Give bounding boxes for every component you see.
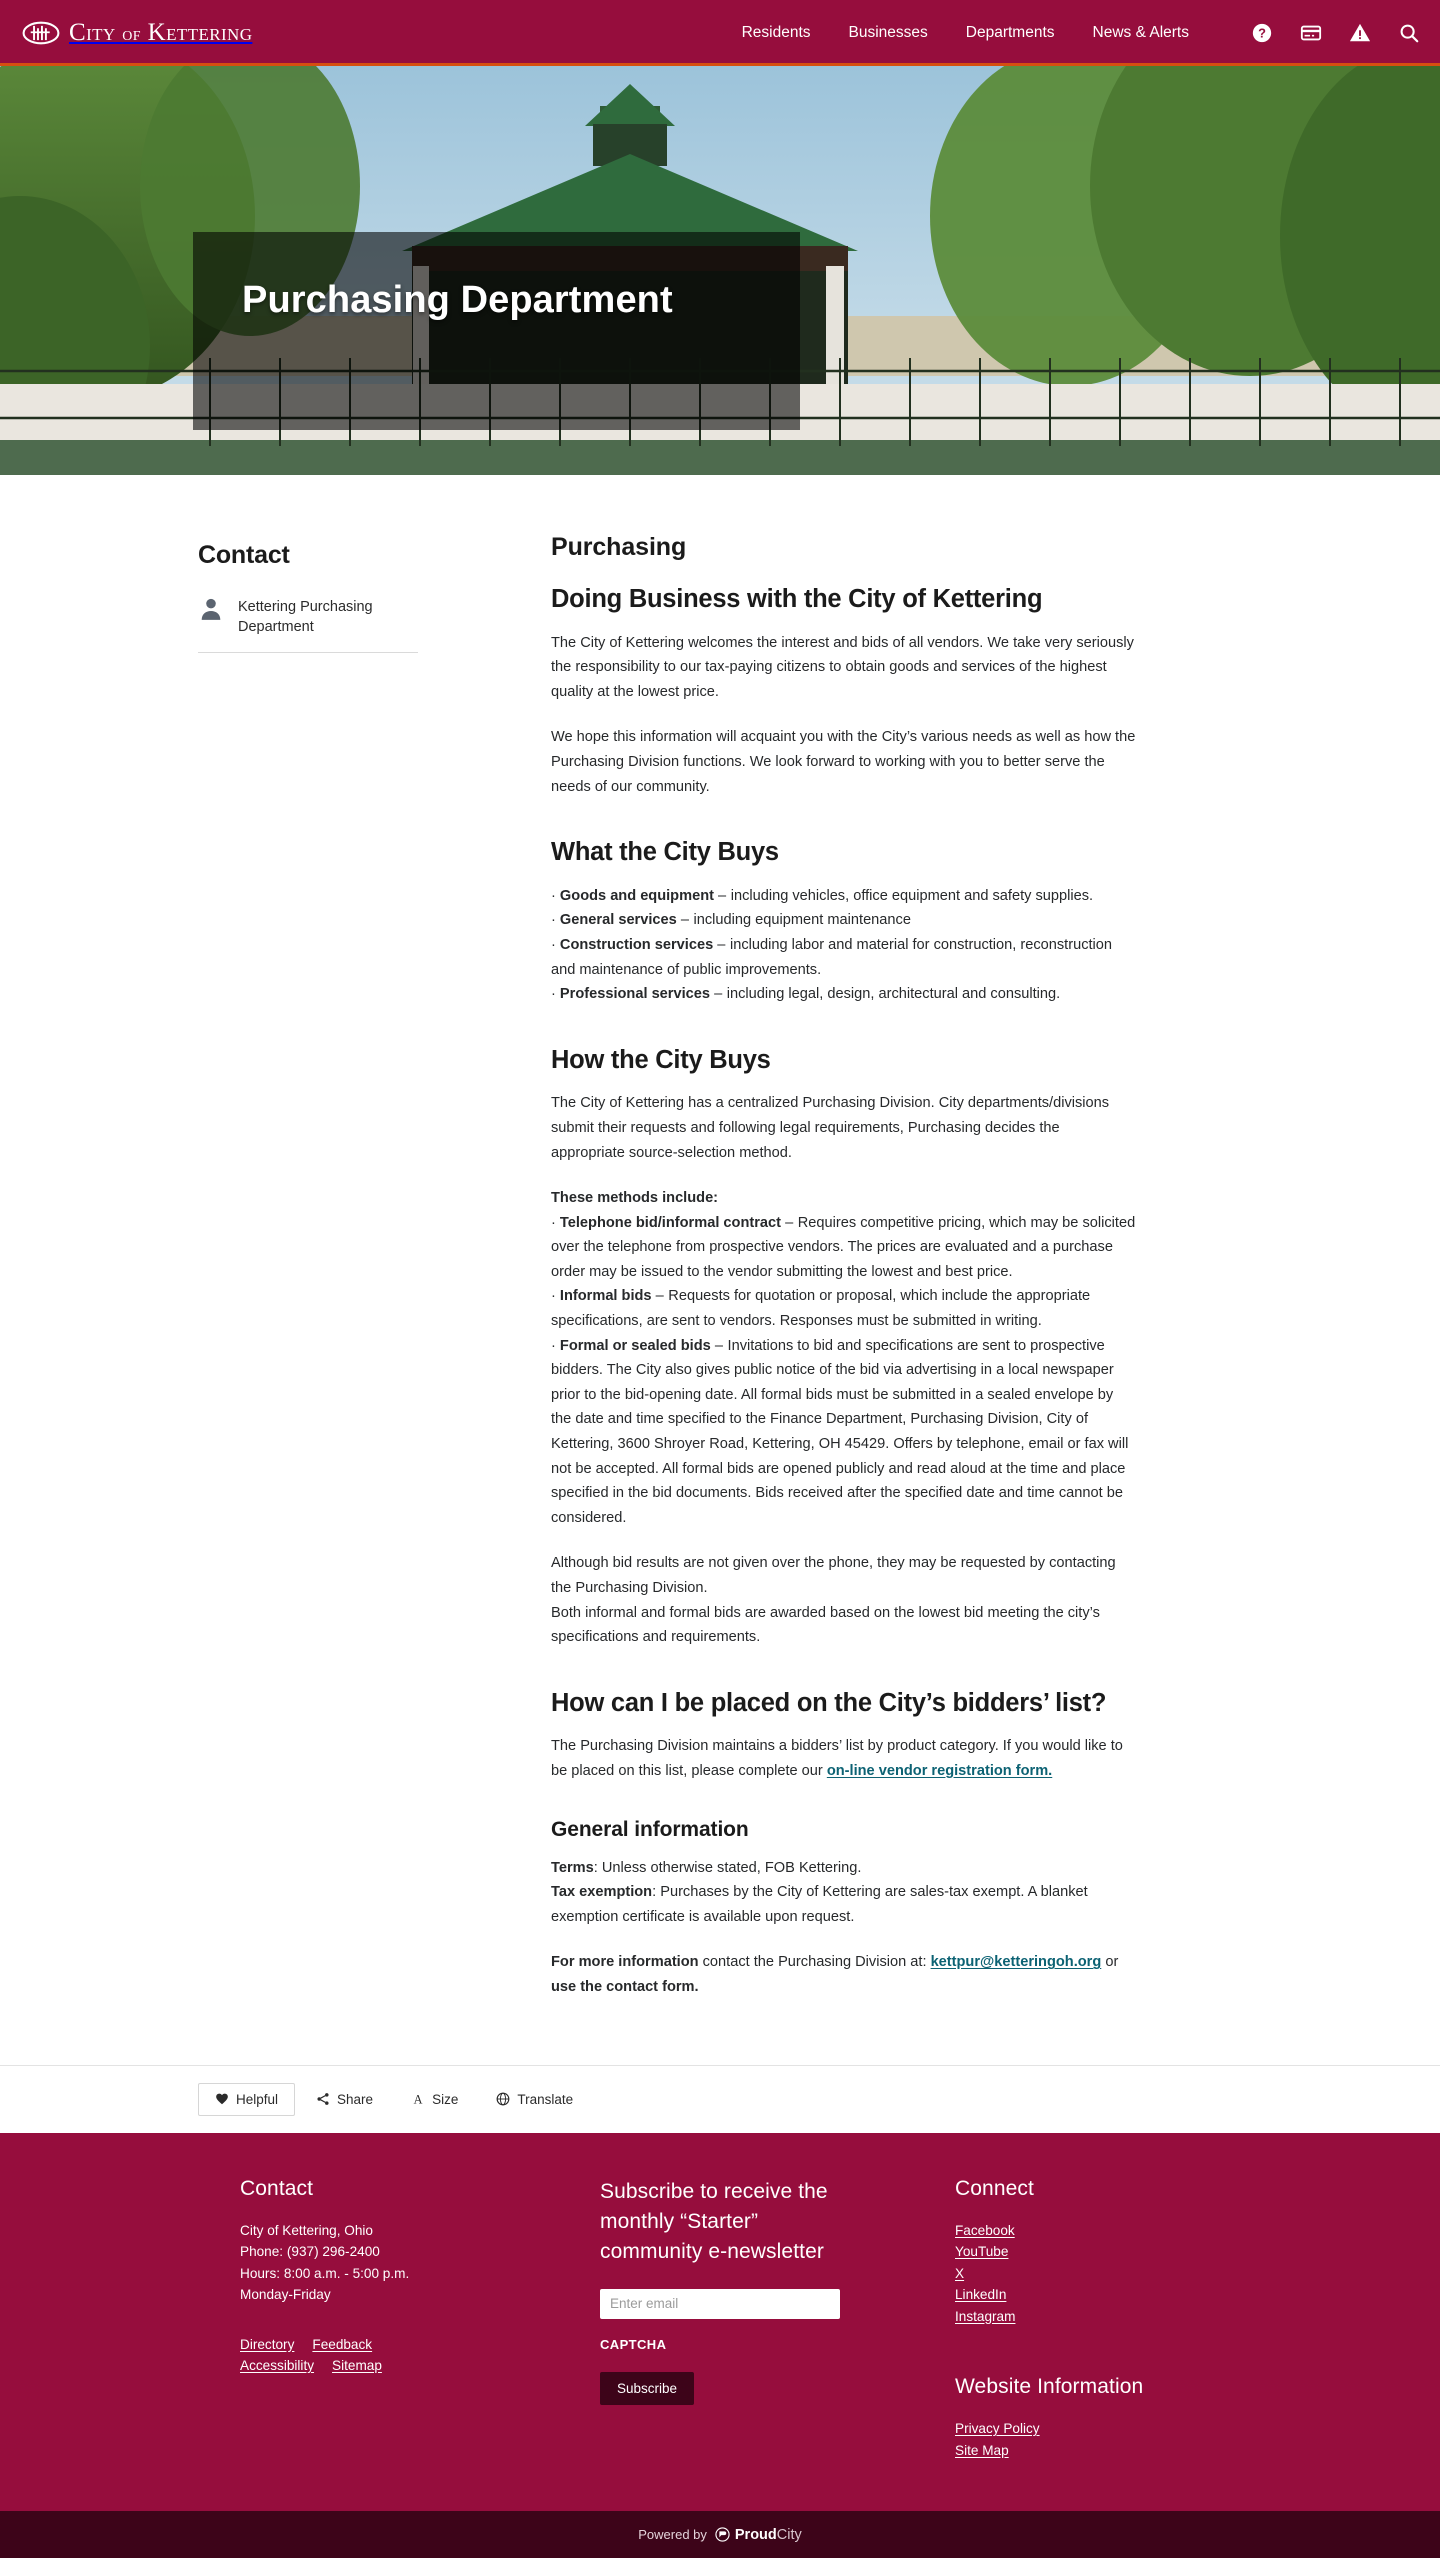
heading-what-city-buys: What the City Buys: [551, 838, 779, 867]
buys-term: Construction services: [559, 936, 714, 953]
site-header: [0, 0, 1440, 66]
translate-label: Translate: [517, 2091, 574, 2107]
heart-icon: [215, 2092, 229, 2106]
footer-contact-line: Hours: 8:00 a.m. - 5:00 p.m.: [240, 2265, 410, 2281]
proudcity-logo[interactable]: [715, 2527, 802, 2543]
method-desc: Requests for quotation or proposal, which include the appropriate specifications, are sent to vendors. Responses must be submitted in writing.: [551, 1288, 1091, 1330]
buys-term: General services: [559, 912, 677, 929]
method-term: Formal or sealed bids: [559, 1337, 711, 1354]
email-input[interactable]: [600, 2289, 840, 2319]
primary-navigation: [742, 22, 1420, 44]
person-avatar-icon: [198, 596, 224, 622]
newsletter-heading: Subscribe to receive the monthly “Starter” community e-newsletter: [600, 2179, 828, 2263]
paragraph-awarded: Both informal and formal bids are awarded based on the lowest bid meeting the city’s specifications and requirements.: [551, 1604, 1100, 1646]
nav-item-businesses[interactable]: Businesses: [848, 24, 928, 41]
buys-desc: including equipment maintenance: [693, 912, 911, 929]
heading-general-information: General information: [551, 1817, 749, 1841]
social-link-facebook[interactable]: Facebook: [955, 2222, 1015, 2238]
proudcity-brand-bold: Proud: [734, 2526, 777, 2543]
method-dash: –: [785, 1214, 794, 1231]
footer-contact-column: [240, 2177, 600, 2462]
methods-intro: These methods include:: [551, 1190, 719, 1207]
paragraph-terms: [551, 1856, 1136, 1881]
proudcity-mark-icon: [715, 2527, 730, 2542]
social-links: [955, 2220, 1240, 2328]
nav-item-news-alerts[interactable]: News & Alerts: [1092, 24, 1189, 41]
site-footer: [0, 2133, 1440, 2512]
heading-bidders-list: How can I be placed on the City’s bidders’ list?: [551, 1688, 1107, 1717]
size-label: Size: [432, 2091, 459, 2107]
paragraph-more-information: [551, 1950, 1136, 1999]
hero-banner: [0, 66, 1440, 475]
buys-desc: including vehicles, office equipment and safety supplies.: [730, 887, 1094, 904]
contact-entry[interactable]: [198, 594, 418, 653]
hero-title: Purchasing Department: [242, 279, 673, 321]
tax-text: : Purchases by the City of Kettering are sales-tax exempt. A blanket exemption certificate is available upon request.: [551, 1884, 1088, 1925]
page-action-bar: [0, 2065, 1440, 2133]
list-methods: [551, 1186, 1136, 1530]
contact-name: Kettering Purchasing Department: [238, 599, 373, 636]
list-what-city-buys: [551, 884, 1136, 1007]
footer-contact-line: City of Kettering, Ohio: [240, 2222, 373, 2238]
globe-icon: [496, 2092, 510, 2106]
buys-dash: –: [714, 986, 723, 1003]
share-label: Share: [337, 2091, 374, 2107]
list-item: · Goods and equipment – including vehicles, office equipment and safety supplies.: [551, 887, 1094, 904]
captcha-label: CAPTCHA: [600, 2336, 667, 2352]
list-item: · Construction services – including labor and material for construction, reconstruction and maintenance of public improvements.: [551, 936, 1113, 978]
footer-website-info-heading: Website Information: [955, 2375, 1144, 2399]
header-icon-group: [1251, 22, 1420, 44]
footer-link-feedback[interactable]: Feedback: [312, 2336, 373, 2352]
helpful-button[interactable]: [198, 2083, 295, 2116]
method-desc: Invitations to bid and specifications are sent to prospective bidders. The City also gives public notice of the bid via advertising in a local newspaper prior to the bid-opening date. All formal bids must be submitted in a sealed envelope by the date and time specified to the Finance Department, Purchasing Division, City of Kettering, 3600 Shroyer Road, Kettering, OH 45429. Offers by telephone, email or fax will not be accepted. All formal bids are opened publicly and read aloud at the time and place specified in the bid documents. Bids received after the specified date and time cannot be considered.: [551, 1337, 1129, 1526]
paragraph-bidders: [551, 1734, 1136, 1783]
kettering-seal-icon: [22, 19, 60, 47]
method-dash: –: [655, 1288, 665, 1305]
list-item: · Formal or sealed bids – Invitations to bid and specifications are sent to prospective bidders. The City also gives public notice of the bid via advertising in a local newspaper prior to the bid-opening date. All formal bids must be submitted in a sealed envelope by the date and time specified to the Finance Department, Purchasing Division, City of Kettering, 3600 Shroyer Road, Kettering, OH 45429. Offers by telephone, email or fax will not be accepted. All formal bids are opened publicly and read aloud at the time and place specified in the bid documents. Bids received after the specified date and time cannot be considered.: [551, 1337, 1129, 1526]
terms-text: : Unless otherwise stated, FOB Kettering.: [593, 1859, 862, 1876]
footer-link-directory[interactable]: Directory: [240, 2336, 295, 2352]
footer-connect-heading: Connect: [955, 2176, 1034, 2200]
method-dash: –: [714, 1337, 724, 1354]
page-content: [0, 475, 1440, 2133]
method-term: Telephone bid/informal contract: [559, 1214, 782, 1231]
nav-item-departments[interactable]: Departments: [965, 24, 1055, 41]
terms-label: Terms: [551, 1859, 594, 1876]
subscribe-button[interactable]: Subscribe: [600, 2372, 694, 2405]
text-size-button[interactable]: [394, 2083, 475, 2116]
site-logo-text: CITY OF KETTERING: [69, 19, 253, 46]
buys-term: Goods and equipment: [559, 887, 714, 904]
svg-text:?: ?: [1258, 25, 1266, 41]
main-content: [446, 533, 1136, 2021]
website-info-links: [955, 2418, 1240, 2461]
buys-dash: –: [717, 936, 726, 953]
bidders-text: The Purchasing Division maintains a bidders’ list by product category. If you would like to be placed on this list, please complete our: [551, 1738, 1123, 1779]
paragraph-intro-2: We hope this information will acquaint you with the City’s various needs as well as how the Purchasing Division functions. We look forward to working with you to better serve the needs of our community.: [551, 729, 1136, 795]
footer-link-sitemap[interactable]: Sitemap: [332, 2358, 382, 2374]
text-size-icon: [411, 2092, 425, 2106]
sidebar-heading-contact: Contact: [198, 541, 290, 569]
paragraph-how-1: The City of Kettering has a centralized Purchasing Division. City departments/divisions submit their requests and following legal requirements, Purchasing decides the appropriate source-selection method.: [551, 1095, 1110, 1161]
contact-sidebar: [198, 533, 446, 653]
footer-link-accessibility[interactable]: Accessibility: [240, 2358, 315, 2374]
footer-contact-line: Phone: (937) 296-2400: [240, 2244, 380, 2260]
heading-doing-business: Doing Business with the City of Kettering: [551, 585, 1043, 613]
list-item: · Professional services – including legal, design, architectural and consulting.: [551, 986, 1061, 1003]
page-title: Purchasing: [551, 533, 687, 561]
heading-how-city-buys: How the City Buys: [551, 1045, 771, 1074]
pay-card-icon[interactable]: [1300, 22, 1322, 44]
tax-label: Tax exemption: [551, 1884, 653, 1901]
buys-dash: –: [680, 912, 690, 929]
helpful-label: Helpful: [236, 2091, 279, 2107]
footer-utility-links: [240, 2334, 430, 2377]
social-link-youtube[interactable]: YouTube: [955, 2244, 1009, 2260]
powered-by-bar: [0, 2511, 1440, 2558]
method-desc: Requires competitive pricing, which may be solicited over the telephone from prospective vendors. The prices are evaluated and a purchase order may be issued to the vendor submitting the lowest and best price.: [551, 1214, 1136, 1280]
more-info-or: or: [1101, 1954, 1119, 1971]
list-item: · Telephone bid/informal contract – Requires competitive pricing, which may be solicited over the telephone from prospective vendors. The prices are evaluated and a purchase order may be issued to the vendor submitting the lowest and best price.: [551, 1214, 1136, 1280]
social-link-instagram[interactable]: Instagram: [955, 2308, 1016, 2324]
purchasing-email-link[interactable]: kettpur@ketteringoh.org: [930, 1954, 1102, 1971]
social-link-linkedin[interactable]: LinkedIn: [955, 2287, 1007, 2303]
buys-desc: including labor and material for construction, reconstruction and maintenance of public improvements.: [551, 936, 1113, 978]
alert-warning-icon[interactable]: [1349, 22, 1371, 44]
powered-by-text: Powered by: [638, 2527, 707, 2543]
nav-item-residents[interactable]: Residents: [741, 24, 811, 41]
list-item: · General services – including equipment maintenance: [551, 912, 911, 929]
hero-title-overlay: [193, 232, 800, 430]
footer-contact-line: Monday-Friday: [240, 2287, 331, 2303]
paragraph-intro-1: The City of Kettering welcomes the interest and bids of all vendors. We take very seriously the responsibility to our tax-paying citizens to obtain goods and services of the highest quality at the lowest price.: [551, 634, 1134, 700]
vendor-registration-link[interactable]: on-line vendor registration form.: [826, 1762, 1053, 1779]
footer-connect-column: [955, 2177, 1240, 2462]
share-button[interactable]: [299, 2083, 390, 2116]
footer-contact-heading: Contact: [240, 2176, 314, 2200]
svg-text:A: A: [413, 2092, 423, 2107]
share-icon: [316, 2092, 330, 2106]
buys-desc: including legal, design, architectural and consulting.: [726, 986, 1061, 1003]
translate-button[interactable]: [479, 2083, 590, 2116]
buys-term: Professional services: [559, 986, 710, 1003]
buys-dash: –: [718, 887, 727, 904]
help-question-icon[interactable]: [1251, 22, 1273, 44]
method-term: Informal bids: [559, 1288, 652, 1305]
footer-link-privacy-policy[interactable]: Privacy Policy: [955, 2421, 1040, 2437]
paragraph-bid-results: Although bid results are not given over the phone, they may be requested by contacting the Purchasing Division.: [551, 1555, 1116, 1596]
more-info-mid: contact the Purchasing Division at:: [698, 1954, 931, 1971]
more-info-label: For more information: [551, 1954, 699, 1971]
footer-link-site-map[interactable]: Site Map: [955, 2442, 1009, 2458]
more-info-tail: use the contact form.: [551, 1978, 699, 1995]
proudcity-brand-light: City: [776, 2526, 802, 2543]
paragraph-tax-exemption: [551, 1880, 1136, 1929]
social-link-x[interactable]: X: [955, 2265, 965, 2281]
list-item: · Informal bids – Requests for quotation or proposal, which include the appropriate specifications, are sent to vendors. Responses must be submitted in writing.: [551, 1288, 1091, 1330]
footer-subscribe-column: [600, 2177, 955, 2462]
site-logo[interactable]: [22, 19, 252, 47]
search-icon[interactable]: [1398, 22, 1420, 44]
